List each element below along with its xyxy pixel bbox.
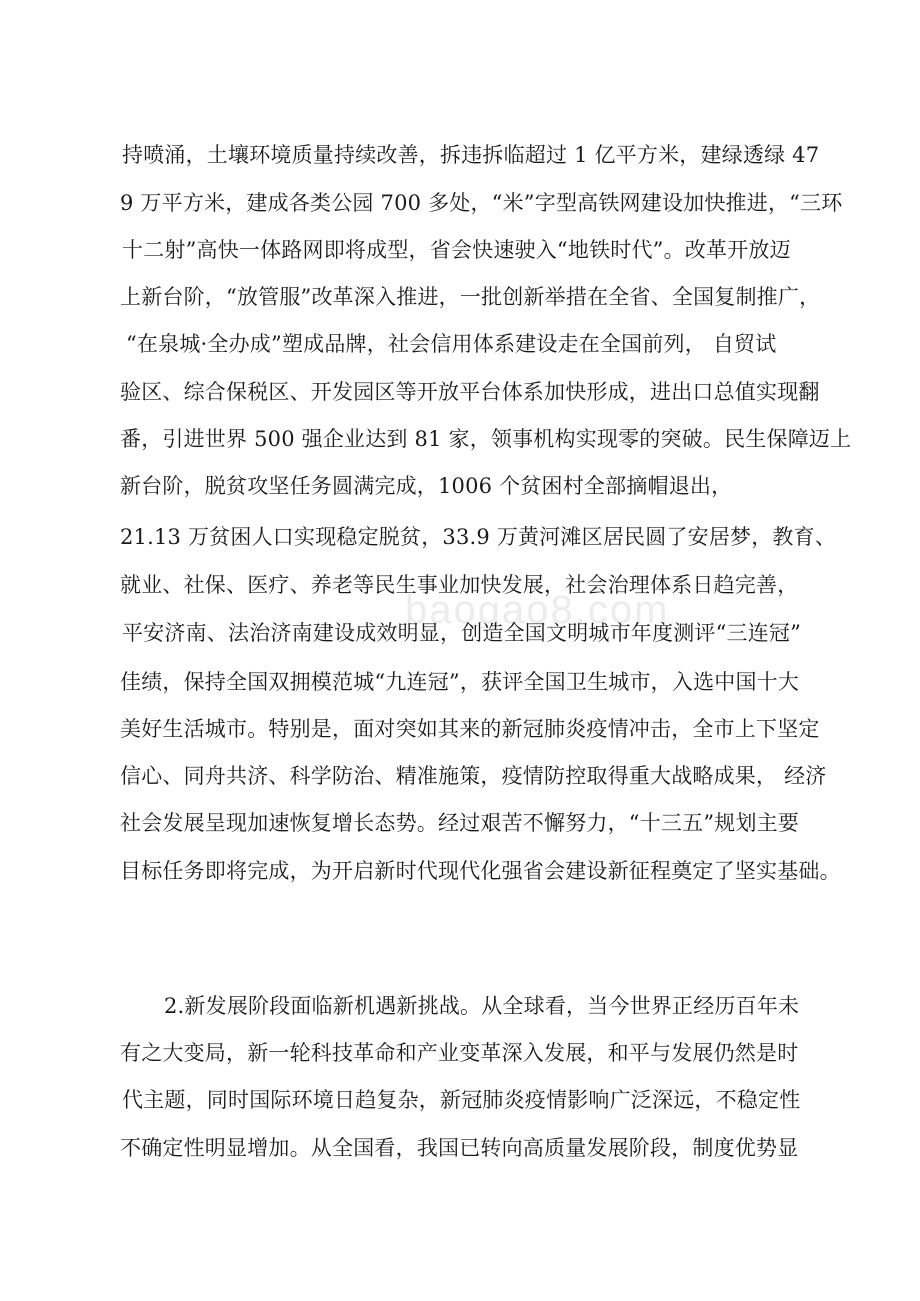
text-line: 佳绩，保持全国双拥模范城“九连冠”，获评全国卫生城市，入选中国十大 (120, 670, 800, 694)
text-line: 验区、综合保税区、开发园区等开放平台体系加快形成，进出口总值实现翻 (120, 380, 820, 404)
text-line: 番，引进世界 500 强企业达到 81 家，领事机构实现零的突破。民生保障迈上 (120, 427, 852, 451)
text-line: 2.新发展阶段面临新机遇新挑战。从全球看，当今世界正经历百年未 (164, 994, 800, 1018)
text-line: 21.13 万贫困人口实现稳定脱贫，33.9 万黄河滩区居民圆了安居梦，教育、 (120, 525, 837, 549)
text-line: 目标任务即将完成，为开启新时代现代化强省会建设新征程奠定了坚实基础。 (120, 859, 841, 883)
text-line: 不确定性明显增加。从全国看，我国已转向高质量发展阶段，制度优势显 (120, 1136, 799, 1160)
text-line: 社会发展呈现加速恢复增长态势。经过艰苦不懈努力，“十三五”规划主要 (120, 811, 800, 835)
text-line: 上新台阶，“放管服”改革深入推进，一批创新举措在全省、全国复制推广， (120, 285, 821, 309)
text-line: 新台阶，脱贫攻坚任务圆满完成，1006 个贫困村全部摘帽退出， (120, 474, 733, 498)
text-line: 持喷涌，土壤环境质量持续改善，拆违拆临超过 1 亿平方米，建绿透绿 47 (122, 143, 820, 167)
text-line: “在泉城·全办成”塑成品牌，社会信用体系建设走在全国前列， 自贸试 (126, 332, 777, 356)
text-line: 信心、同舟共济、科学防治、精准施策，疫情防控取得重大战略成果， 经济 (120, 764, 827, 788)
text-line: 平安济南、法治济南建设成效明显，创造全国文明城市年度测评“三连冠” (122, 621, 802, 645)
text-line: 十二射”高快一体路网即将成型，省会快速驶入“地铁时代”。改革开放迈 (122, 238, 791, 262)
watermark-text: baogao8.com (405, 588, 670, 632)
text-line: 9 万平方米，建成各类公园 700 多处，“米”字型高铁网建设加快推进，“三环 (120, 191, 843, 215)
text-line: 就业、社保、医疗、养老等民生事业加快发展，社会治理体系日趋完善， (120, 573, 799, 597)
text-line: 美好生活城市。特别是，面对突如其来的新冠肺炎疫情冲击，全市上下坚定 (120, 717, 820, 741)
text-line: 有之大变局，新一轮科技革命和产业变革深入发展，和平与发展仍然是时 (120, 1041, 799, 1065)
text-line: 代主题，同时国际环境日趋复杂，新冠肺炎疫情影响广泛深远，不稳定性 (122, 1088, 801, 1112)
